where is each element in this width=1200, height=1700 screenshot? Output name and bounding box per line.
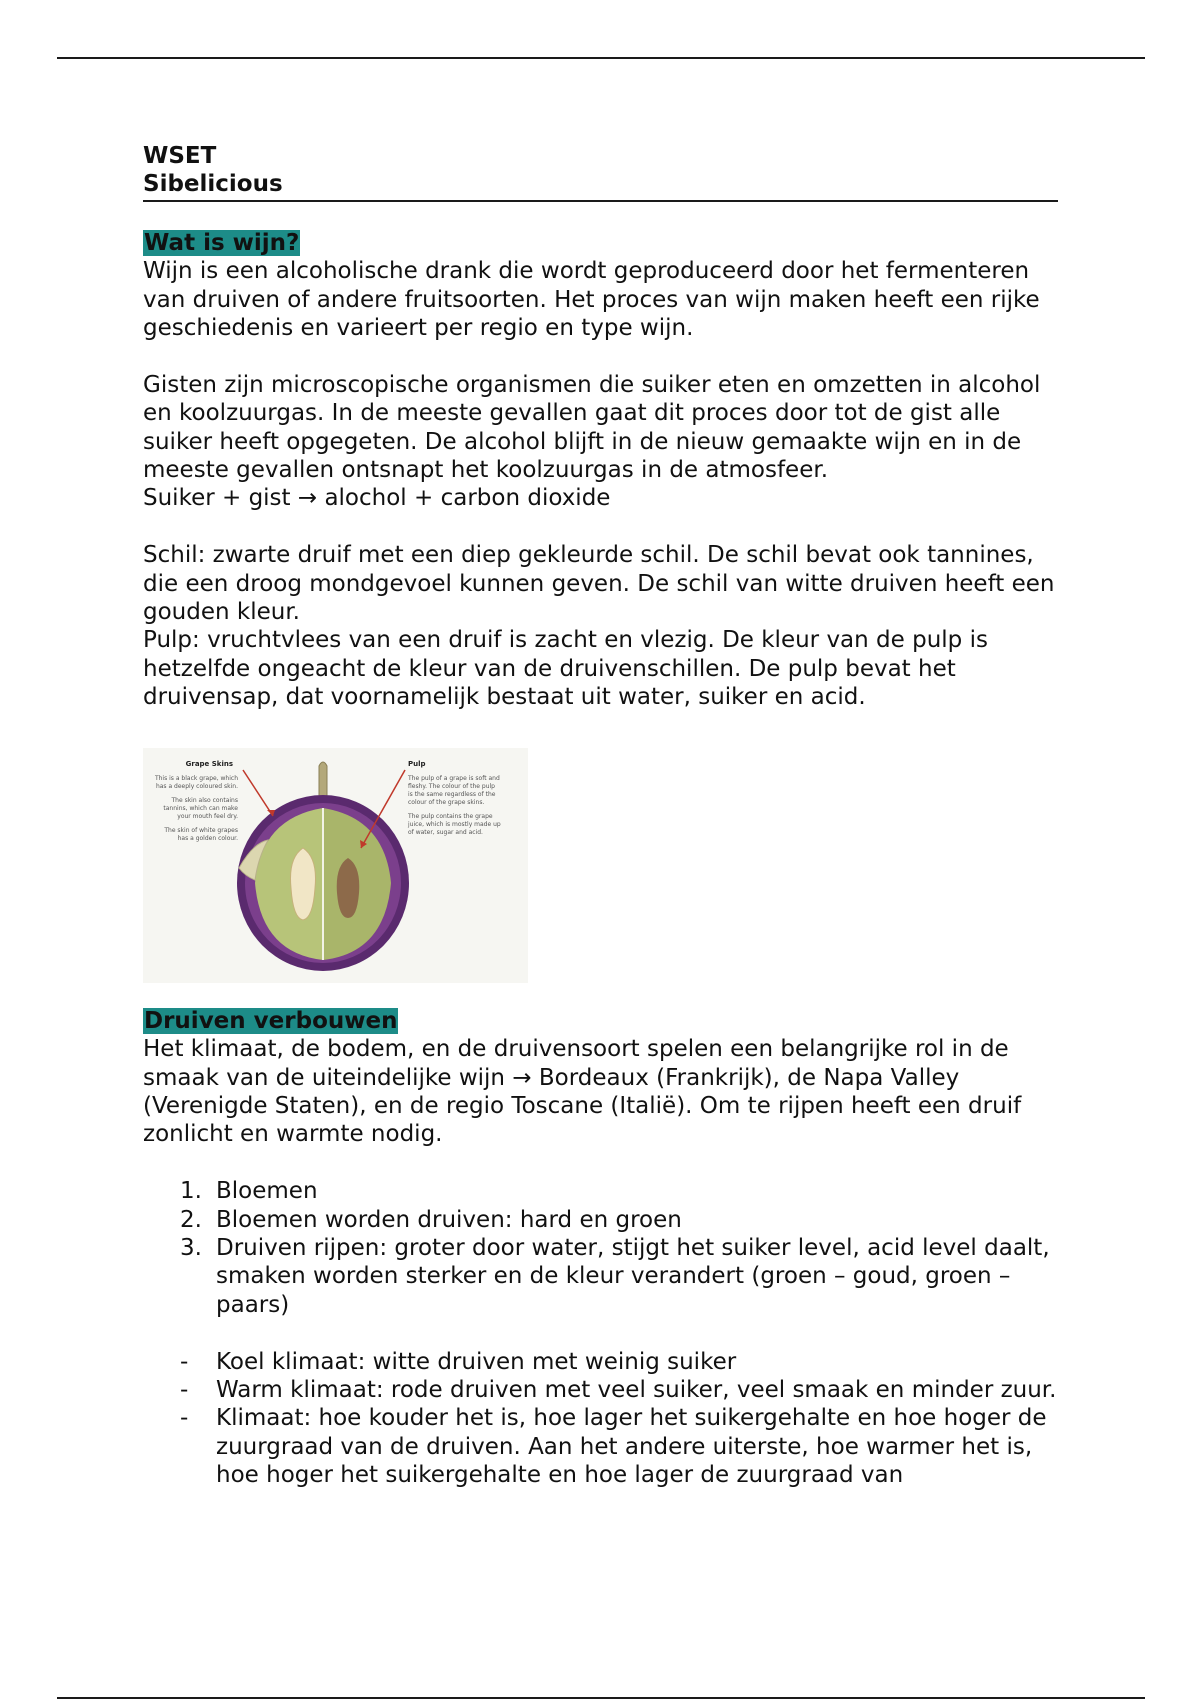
svg-text:colour of the grape skins.: colour of the grape skins. bbox=[408, 798, 485, 806]
list-item: - Koel klimaat: witte druiven met weinig suiker bbox=[180, 1348, 737, 1375]
list-item: 3. Druiven rijpen: groter door water, stijgt het suiker level, acid level daalt, smaken worden sterker en de kleur verandert (groen – goud, groen – paars) bbox=[180, 1234, 1050, 1318]
grape-diagram-image bbox=[143, 748, 528, 983]
paragraph-climate: Het klimaat, de bodem, en de druivensoort spelen een belangrijke rol in de smaak van de uiteindelijke wijn → Bordeaux (Frankrijk), de Napa Valley (Verenigde Staten), en de regio Toscane (Italië). Om te rijpen heeft een druif zonlicht en warmte nodig. bbox=[143, 1036, 1022, 1148]
header-subtitle: Sibelicious bbox=[143, 171, 283, 198]
list-item: 1. Bloemen bbox=[180, 1178, 318, 1205]
svg-text:of water, sugar and acid.: of water, sugar and acid. bbox=[408, 828, 483, 836]
bottom-rule bbox=[57, 1697, 1145, 1699]
paragraph-definition: Wijn is een alcoholische drank die wordt geproduceerd door het fermenteren van druiven of andere fruitsoorten. Het proces van wijn maken heeft een rijke geschiedenis en varieert per regio en type wijn. bbox=[143, 258, 1040, 342]
svg-text:The skin also contains: The skin also contains bbox=[171, 796, 238, 804]
document-body bbox=[143, 142, 1058, 1490]
list-item: - Warm klimaat: rode druiven met veel suiker, veel smaak en minder zuur. bbox=[180, 1376, 1057, 1403]
list-item: - Klimaat: hoe kouder het is, hoe lager het suikergehalte en hoe hoger de zuurgraad van de druiven. Aan het andere uiterste, hoe warmer het is, hoe hoger het suikergehalte en hoe lager de zuurgraad van bbox=[180, 1405, 1047, 1489]
svg-text:juice, which is mostly made up: juice, which is mostly made up bbox=[408, 820, 501, 828]
svg-text:tannins, which can make: tannins, which can make bbox=[163, 804, 238, 812]
numbered-list bbox=[143, 1177, 1058, 1319]
svg-text:has a golden colour.: has a golden colour. bbox=[177, 834, 238, 842]
paragraph-formula: Suiker + gist → alochol + carbon dioxide bbox=[143, 485, 611, 512]
svg-text:The pulp of a grape is soft an: The pulp of a grape is soft and bbox=[408, 774, 500, 782]
paragraph-pulp: Pulp: vruchtvlees van een druif is zacht en vlezig. De kleur van de pulp is hetzelfde ongeacht de kleur van de druivenschillen. De pulp bevat het druivensap, dat voornamelijk bestaat uit water, suiker en acid. bbox=[143, 627, 988, 711]
figure-left-title: Grape Skins bbox=[185, 759, 233, 768]
paragraph-yeast: Gisten zijn microscopische organismen die suiker eten en omzetten in alcohol en koolzuurgas. In de meeste gevallen gaat dit proces door tot de gist alle suiker heeft opgegeten. De alcohol blijft in de nieuw gemaakte wijn en in de meeste gevallen ontsnapt het koolzuurgas in de atmosfeer. bbox=[143, 371, 1041, 484]
paragraph-skin: Schil: zwarte druif met een diep gekleurde schil. De schil bevat ook tannines, die een droog mondgevoel kunnen geven. De schil van witte druiven heeft een gouden kleur. bbox=[143, 542, 1055, 626]
svg-text:fleshy. The colour of the pulp: fleshy. The colour of the pulp bbox=[408, 782, 495, 790]
header-title: WSET bbox=[143, 143, 217, 169]
svg-text:has a deeply coloured skin.: has a deeply coloured skin. bbox=[155, 782, 238, 790]
figure-right-title: Pulp bbox=[408, 759, 426, 768]
bullet-list bbox=[143, 1348, 1058, 1490]
svg-text:The skin of white grapes: The skin of white grapes bbox=[164, 826, 238, 834]
list-item: 2. Bloemen worden druiven: hard en groen bbox=[180, 1206, 682, 1233]
top-rule bbox=[57, 57, 1145, 59]
svg-text:The pulp contains the grape: The pulp contains the grape bbox=[408, 812, 493, 820]
section-heading-druiven-verbouwen: Druiven verbouwen bbox=[144, 1007, 398, 1034]
section-heading-wat-is-wijn: Wat is wijn? bbox=[144, 229, 300, 256]
svg-text:is the same regardless of the: is the same regardless of the bbox=[408, 790, 496, 798]
document-header bbox=[143, 142, 1058, 202]
svg-text:This is a black grape, which: This is a black grape, which bbox=[154, 774, 238, 782]
svg-text:your mouth feel dry.: your mouth feel dry. bbox=[177, 812, 238, 820]
